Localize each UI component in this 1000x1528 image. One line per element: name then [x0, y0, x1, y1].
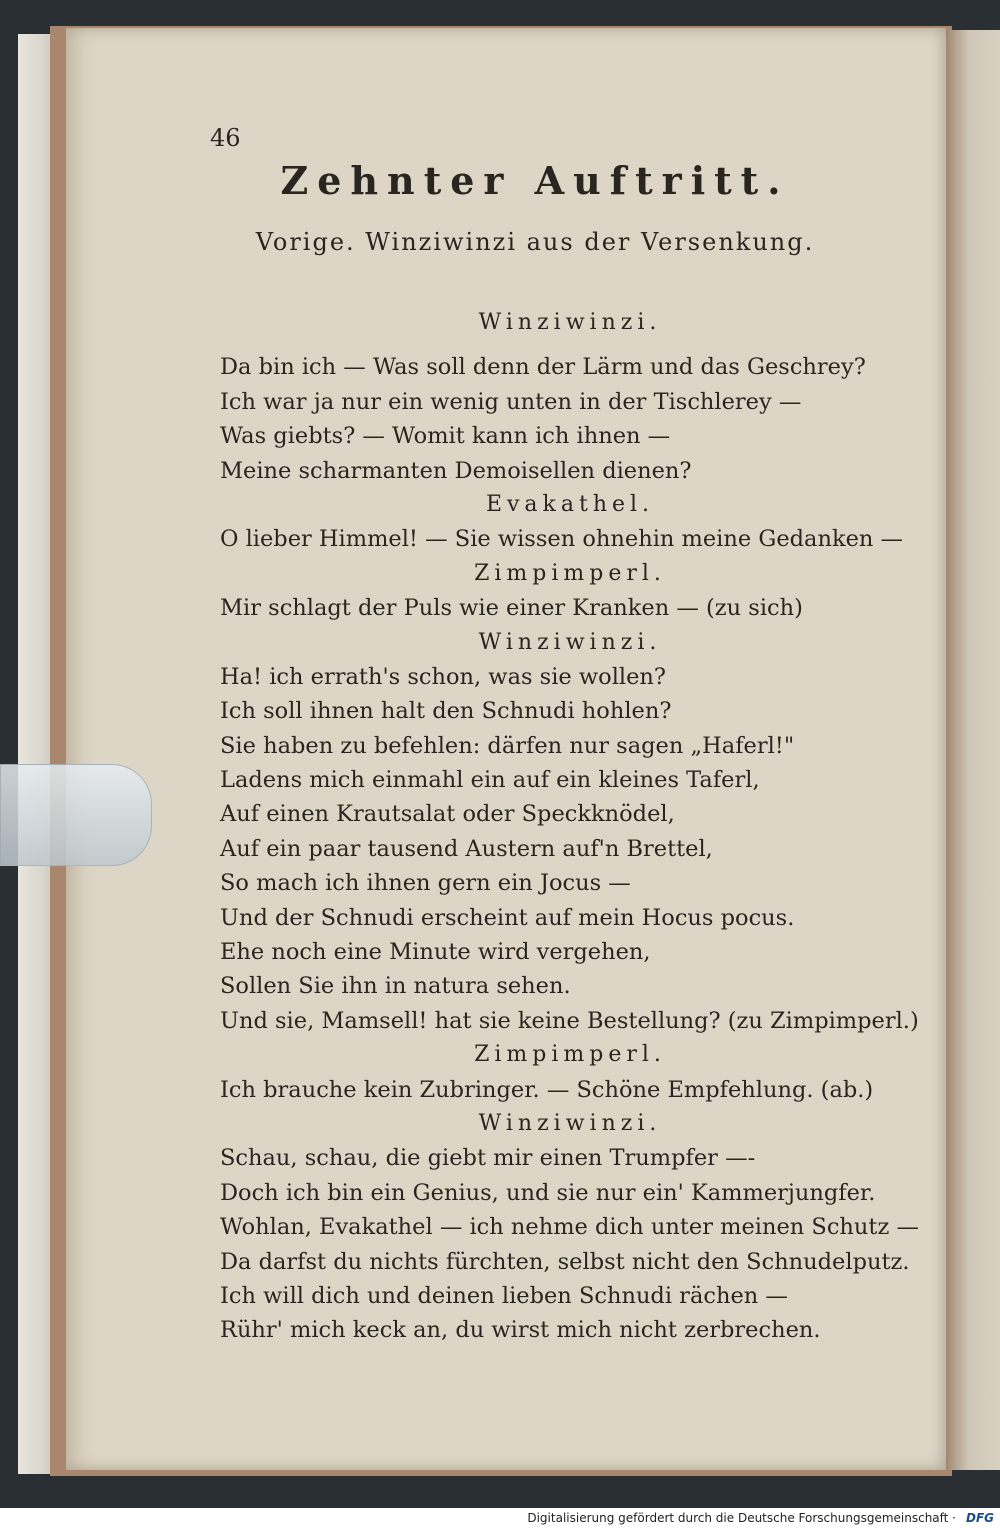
page-number: 46: [210, 124, 241, 152]
verse-line: Schau, schau, die giebt mir einen Trumpfer —-: [220, 1145, 756, 1172]
verse-line: Mir schlagt der Puls wie einer Kranken — (zu sich): [220, 595, 803, 622]
verse-line: Ehe noch eine Minute wird vergehen,: [220, 939, 651, 966]
speaker-name: Winziwinzi.: [478, 310, 662, 335]
speaker-name: Winziwinzi.: [478, 629, 662, 655]
verse-line: Da darfst du nichts fürchten, selbst nicht den Schnudelputz.: [220, 1248, 910, 1275]
page-stack-right-edge: [948, 30, 1000, 1470]
verse-line: Auf ein paar tausend Austern auf'n Brettel,: [220, 835, 713, 862]
verse-line: Rühr' mich keck an, du wirst mich nicht zerbrechen.: [220, 1317, 821, 1344]
verse-line: Ich war ja nur ein wenig unten in der Tischlerey —: [220, 388, 802, 415]
verse-line: Sie haben zu befehlen: därfen nur sagen „Haferl!": [220, 732, 795, 759]
verse-line: Was giebts? — Womit kann ich ihnen —: [220, 423, 671, 450]
dialogue-lines: [220, 306, 920, 1348]
speaker-name: Zimpimperl.: [474, 1042, 666, 1068]
verse-line: Ha! ich errath's schon, was sie wollen?: [220, 663, 666, 690]
verse-line: Und sie, Mamsell! hat sie keine Bestellung? (zu Zimpimperl.): [220, 1007, 919, 1034]
speaker-name: Winziwinzi.: [478, 1110, 662, 1136]
verse-line: Ich brauche kein Zubringer. — Schöne Empfehlung. (ab.): [220, 1076, 874, 1103]
stage-direction: Vorige. Winziwinzi aus der Versenkung.: [255, 228, 815, 256]
verse-line: Sollen Sie ihn in natura sehen.: [220, 973, 571, 1000]
verse-line: Ich will dich und deinen lieben Schnudi rächen —: [220, 1282, 788, 1309]
verse-line: Ich soll ihnen halt den Schnudi hohlen?: [220, 698, 672, 725]
verse-line: Doch ich bin ein Genius, und sie nur ein' Kammerjungfer.: [220, 1179, 876, 1206]
verse-line: Meine scharmanten Demoisellen dienen?: [220, 457, 692, 484]
dfg-logo: DFG: [965, 1511, 994, 1525]
verse-line: So mach ich ihnen gern ein Jocus —: [220, 870, 631, 897]
verse-line: Wohlan, Evakathel — ich nehme dich unter meinen Schutz —: [220, 1214, 919, 1241]
verse-line: Ladens mich einmahl ein auf ein kleines Taferl,: [220, 767, 760, 794]
verse-line: Auf einen Krautsalat oder Speckknödel,: [220, 801, 675, 828]
verse-line: O lieber Himmel! — Sie wissen ohnehin meine Gedanken —: [220, 526, 904, 553]
verse-line: Und der Schnudi erscheint auf mein Hocus pocus.: [220, 904, 795, 931]
speaker-name: Zimpimperl.: [474, 560, 666, 586]
page-holder-clip: [0, 764, 152, 866]
footer-credit: Digitalisierung gefördert durch die Deutsche Forschungsgemeinschaft ·: [527, 1511, 956, 1525]
speaker-name: Evakathel.: [485, 491, 655, 517]
scene-title: Zehnter Auftritt.: [280, 158, 790, 203]
verse-line: Da bin ich — Was soll denn der Lärm und das Geschrey?: [220, 354, 866, 381]
